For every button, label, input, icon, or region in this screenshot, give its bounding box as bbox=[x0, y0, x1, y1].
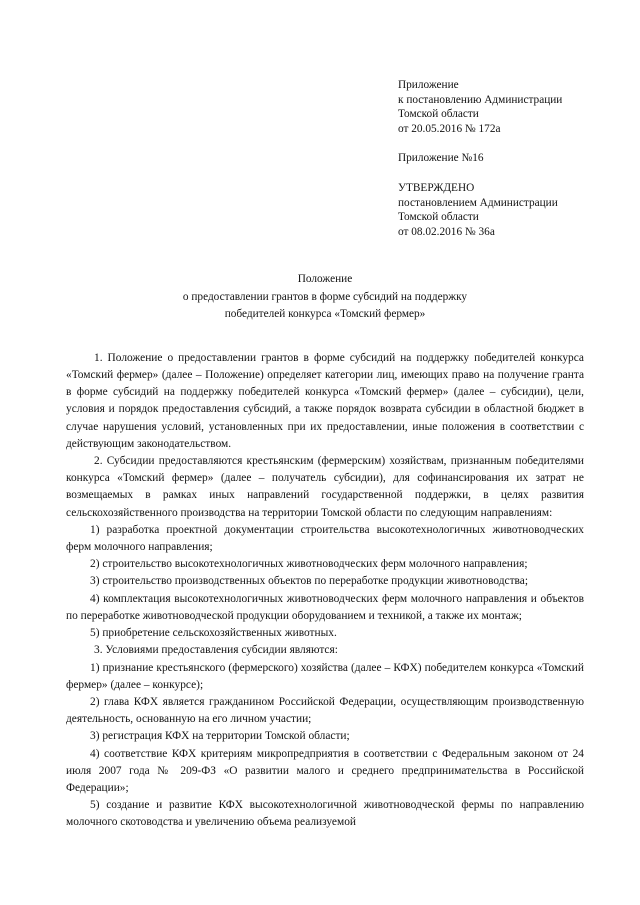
header-line: к постановлению Администрации bbox=[398, 93, 563, 106]
header-line: постановлением Администрации bbox=[398, 196, 558, 209]
title-line: Положение bbox=[297, 273, 353, 286]
paragraph: 5) создание и развитие КФХ высокотехнологичной животноводческой фермы по направлению молочного скотоводства и увеличению объема реализуемой bbox=[66, 799, 584, 829]
header-line: от 20.05.2016 № 172а bbox=[398, 122, 501, 135]
document-header bbox=[398, 78, 584, 239]
header-line: Приложение bbox=[398, 79, 459, 91]
paragraph: 1) разработка проектной документации строительства высокотехнологичных животноводческих ферм молочного направления; bbox=[66, 523, 584, 554]
paragraph: 3) строительство производственных объектов по переработке продукции животноводства; bbox=[90, 575, 529, 588]
title-line: о предоставлении грантов в форме субсидий на поддержку bbox=[182, 290, 468, 303]
header-appendix-number: Приложение №16 bbox=[398, 152, 484, 165]
header-line: Томской области bbox=[398, 211, 479, 224]
page-title bbox=[66, 271, 584, 324]
paragraph: 1) признание крестьянского (фермерского) хозяйства (далее – КФХ) победителем конкурса «Томский фермер» (далее – конкурсе); bbox=[66, 661, 584, 691]
paragraph: 5) приобретение сельскохозяйственных животных. bbox=[90, 627, 337, 640]
header-line: от 08.02.2016 № 36а bbox=[398, 225, 495, 238]
paragraph: 2. Субсидии предоставляются крестьянским (фермерским) хозяйствам, признанным победителями конкурса «Томский фермер» (далее – получатель субсидии), для софинансирования их затрат не возмещаемых в рамках иных направлений государственной поддержки, в целях развития сельскохозяйственного производства на территории Томской области по следующим направлениям: bbox=[66, 455, 584, 519]
spacer bbox=[398, 136, 584, 151]
header-approved-label: УТВЕРЖДЕНО bbox=[398, 181, 475, 194]
document-body bbox=[66, 350, 584, 832]
spacer bbox=[398, 166, 584, 181]
header-line: Томской области bbox=[398, 108, 479, 121]
title-line: победителей конкурса «Томский фермер» bbox=[224, 308, 426, 321]
paragraph: 4) соответствие КФХ критериям микропредприятия в соответствии с Федеральным законом от 24 июля 2007 года № 209-ФЗ «О развитии малого и среднего предпринимательства в Российской Федерации»; bbox=[66, 747, 584, 794]
paragraph: 4) комплектация высокотехнологичных животноводческих ферм молочного направления и объектов по переработке животноводческой продукции оборудованием и техникой, а также их монтаж; bbox=[66, 592, 584, 622]
paragraph: 3) регистрация КФХ на территории Томской области; bbox=[90, 730, 350, 743]
paragraph: 2) строительство высокотехнологичных животноводческих ферм молочного направления; bbox=[90, 558, 528, 571]
paragraph: 1. Положение о предоставлении грантов в форме субсидий на поддержку победителей конкурса «Томский фермер» (далее – Положение) определяет категории лиц, имеющих право на получение гранта в форме субсидий на поддержку победителей конкурса «Томский фермер» (далее – субсидии), цели, условия и порядок предоставления субсидий, а также порядок возврата субсидии в областной бюджет в случае нарушения условий, установленных при их предоставлении, иные положения в соответствии с действующим законодательством. bbox=[66, 351, 584, 450]
paragraph: 2) глава КФХ является гражданином Российской Федерации, осуществляющим производственную деятельность, основанную на его личном участии; bbox=[66, 695, 584, 726]
paragraph: 3. Условиями предоставления субсидии являются: bbox=[94, 644, 338, 657]
